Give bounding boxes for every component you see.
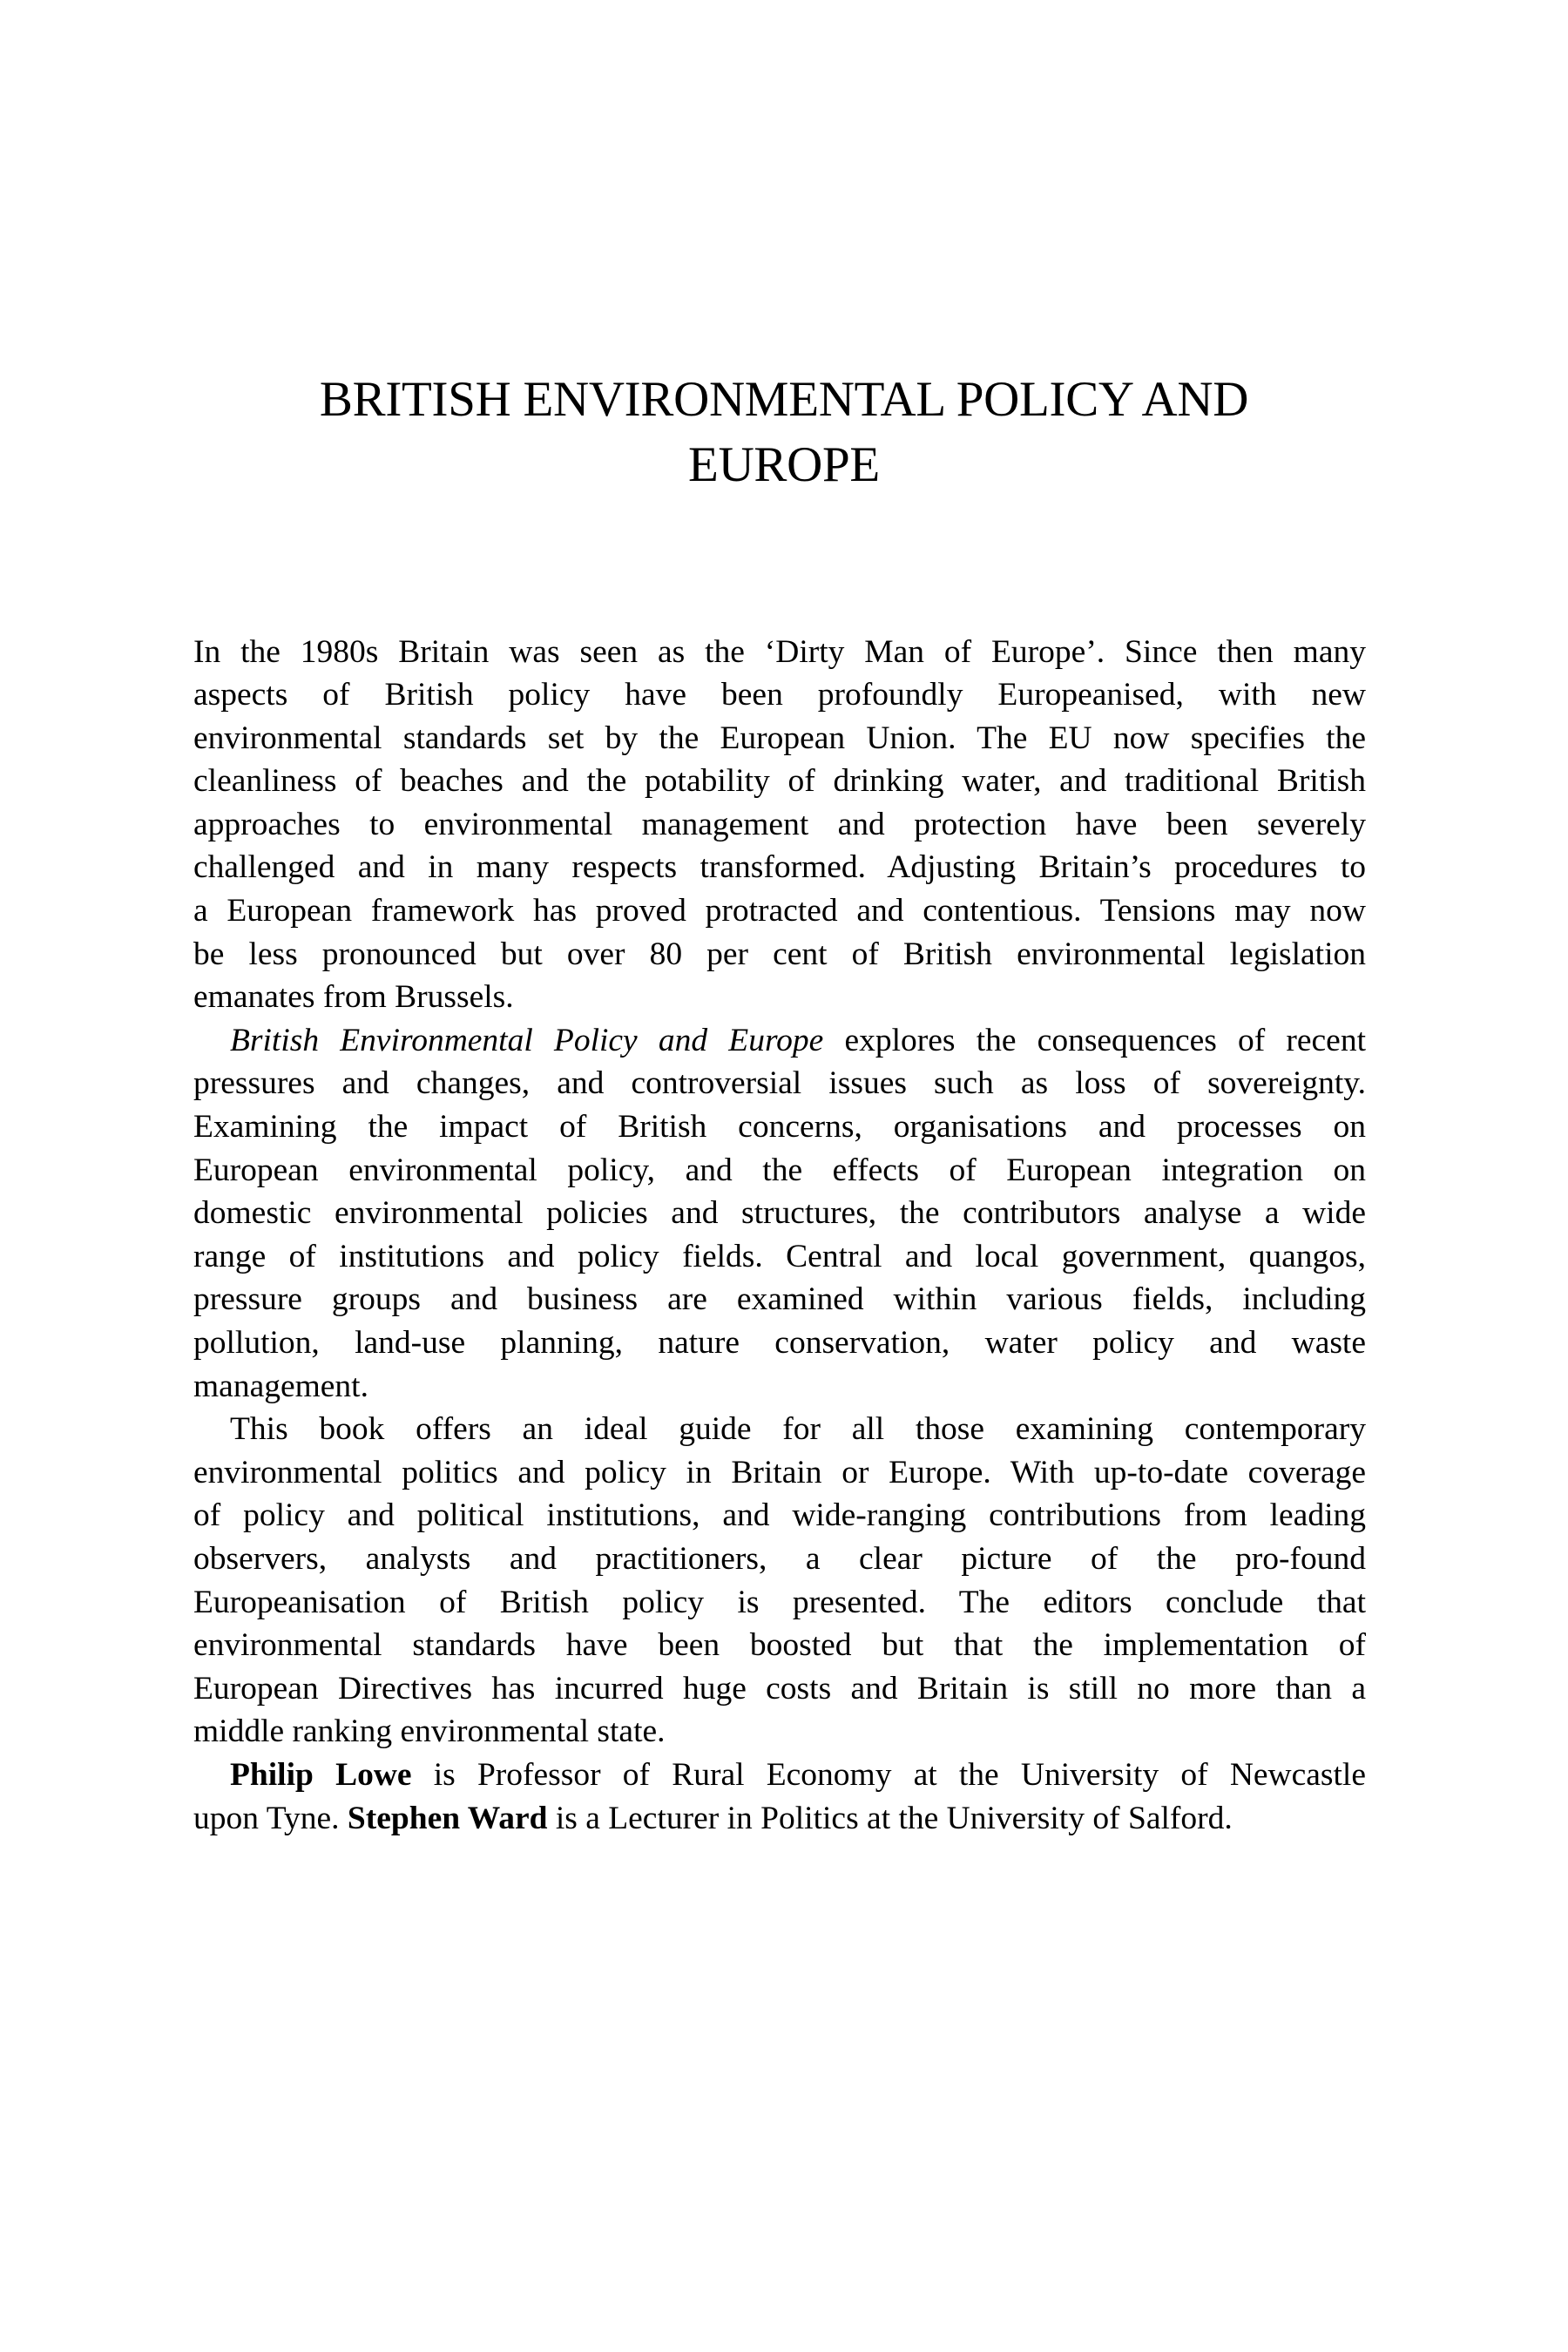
text-line: Europeanisation of British policy is presented. The editors conclude that (193, 1584, 1366, 1620)
blurb-body (193, 631, 1366, 1841)
book-title-italic: British Environmental Policy and Europe (230, 1022, 824, 1058)
text-line: domestic environmental policies and structures, the contributors analyse a wide (193, 1195, 1366, 1232)
text-line: observers, analysts and practitioners, a clear picture of the pro-found (193, 1540, 1366, 1577)
editor-bio-2: is a Lecturer in Politics at the University of Salford. (547, 1800, 1233, 1836)
text-line: be less pronounced but over 80 per cent of British environmental legislation (193, 936, 1366, 972)
editor-bio-1: is Professor of Rural Economy at the University of Newcastle (411, 1756, 1366, 1793)
text-line: range of institutions and policy fields. Central and local government, quangos, (193, 1238, 1366, 1274)
text-line: emanates from Brussels. (193, 979, 514, 1016)
text-run: upon Tyne. (193, 1800, 348, 1836)
text-line: This book offers an ideal guide for all those examining contemporary (230, 1411, 1366, 1448)
book-title (0, 367, 1568, 497)
text-line (230, 1019, 1366, 1063)
text-line: environmental standards set by the European Union. The EU now specifies the (193, 720, 1366, 756)
editor-name-2: Stephen Ward (347, 1800, 548, 1836)
paragraph-audience (193, 1408, 1366, 1754)
text-line: a European framework has proved protracted and contentious. Tensions may now (193, 893, 1366, 929)
text-line: pressure groups and business are examined within various fields, including (193, 1281, 1366, 1318)
text-line: pressures and changes, and controversial issues such as loss of sovereignty. (193, 1065, 1366, 1102)
text-line: of policy and political institutions, and wide-ranging contributions from leading (193, 1497, 1366, 1534)
text-line: challenged and in many respects transformed. Adjusting Britain’s procedures to (193, 849, 1366, 886)
book-title-line-1: BRITISH ENVIRONMENTAL POLICY AND (319, 372, 1249, 427)
paragraph-editors (193, 1754, 1366, 1840)
paragraph-intro (193, 631, 1366, 1019)
text-run: explores the consequences of recent (823, 1022, 1367, 1058)
text-line: Examining the impact of British concerns, organisations and processes on (193, 1109, 1366, 1146)
text-line (193, 1797, 1366, 1841)
text-line: environmental politics and policy in Britain or Europe. With up-to-date coverage (193, 1454, 1366, 1490)
text-line: pollution, land-use planning, nature conservation, water policy and waste (193, 1325, 1366, 1361)
text-line: management. (193, 1368, 368, 1404)
text-line: aspects of British policy have been profoundly Europeanised, with new (193, 677, 1366, 713)
text-line: middle ranking environmental state. (193, 1713, 666, 1750)
text-line: European Directives has incurred huge costs and Britain is still no more than a (193, 1670, 1366, 1707)
text-line: approaches to environmental management and protection have been severely (193, 806, 1366, 842)
text-line (230, 1754, 1366, 1797)
paragraph-scope (193, 1019, 1366, 1408)
text-line: In the 1980s Britain was seen as the ‘Dirty Man of Europe’. Since then many (193, 633, 1366, 670)
text-line: European environmental policy, and the effects of European integration on (193, 1152, 1366, 1188)
text-line: cleanliness of beaches and the potability of drinking water, and traditional British (193, 763, 1366, 800)
text-line: environmental standards have been boosted but that the implementation of (193, 1627, 1366, 1664)
book-title-line-2: EUROPE (688, 437, 880, 492)
editor-name-1: Philip Lowe (230, 1756, 412, 1793)
